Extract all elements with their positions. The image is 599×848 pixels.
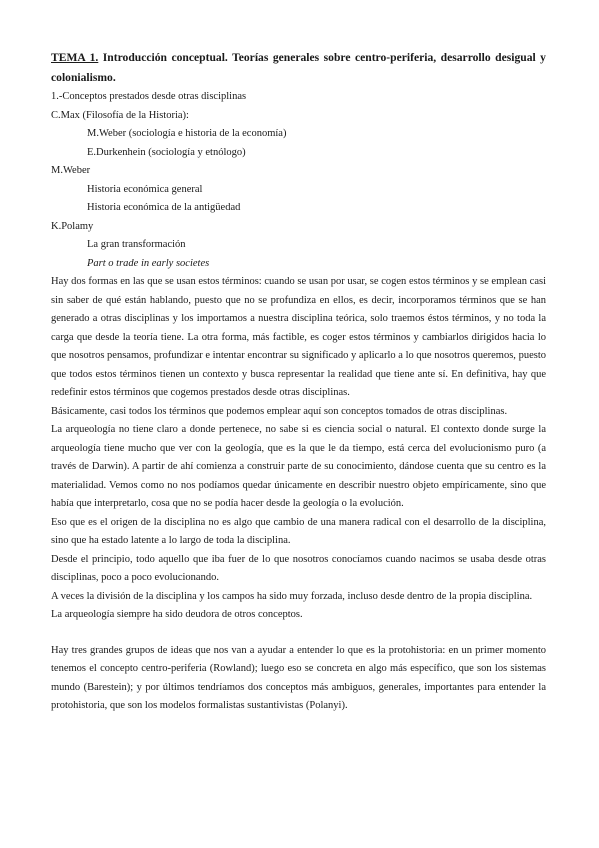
outline-item: Part o trade in early societes <box>87 257 210 269</box>
outline-item: Historia económica general <box>87 183 203 195</box>
title-text: Introducción conceptual. Teorías generales sobre centro-periferia, desarrollo desigual y colonialismo. <box>51 51 546 84</box>
paragraph: Hay dos formas en las que se usan estos términos: cuando se usan por usar, se cogen estos términos y se emplean casi sin saber de qué están hablando, puesto que no se profundiza en ellos, es decir, incorporamos términos que se han generado a otras disciplinas y los importamos a nuestra disciplina teórica, solo traemos éstos términos, y no toda la carga que desde la teoría tiene. La otra forma, más factible, es coger estos términos y cambiarlos dirigidos hacia lo que nosotros pensamos, profundizar e intentar encontrar su significado y aplicarlo a lo que nosotros queremos, puesto que todos estos términos tienen un contexto y busca representar la realidad que tiene ante sí. En definitiva, hay que redefinir estos términos que cogemos prestados desde otras disciplinas. <box>51 276 546 398</box>
body-text <box>51 273 546 625</box>
outline-item: 1.-Conceptos prestados desde otras disciplinas <box>51 91 247 102</box>
paragraph: Desde el principio, todo aquello que iba fuer de lo que nosotros conocíamos cuando nacimos se usaba desde otras disciplinas, poco a poco evolucionando. <box>51 553 546 583</box>
paragraph-gap <box>51 625 546 642</box>
outline-item: Historia económica de la antigüedad <box>87 202 241 213</box>
paragraph: La arqueología no tiene claro a donde pertenece, no sabe si es ciencia social o natural. El contexto donde surge la arqueología tiene mucho que ver con la geología, que es la que le da tiempo, está cerca del evolucionismo puro (a través de Darwin). A partir de ahí comienza a construir parte de su conocimiento, dándose cuenta que su centro es la materialidad. Vemos como no nos podíamos quedar únicamente en describir nuestro objeto empíricamente, sino que había que interpretarlo, cosa que no se podía hacer desde la geología o la evolución. <box>51 424 546 509</box>
document-page <box>51 48 546 716</box>
outline-item: La gran transformación <box>87 239 186 250</box>
document-title <box>51 48 546 88</box>
outline-item: K.Polamy <box>51 220 94 232</box>
paragraph: Eso que es el origen de la disciplina no es algo que cambio de una manera radical con el desarrollo de la disciplina, sino que ha estado latente a lo largo de toda la disciplina. <box>51 516 546 546</box>
outline-item: C.Max (Filosofía de la Historia): <box>51 109 189 121</box>
tema-label: TEMA 1. <box>51 51 99 64</box>
outline-item: M.Weber (sociología e historia de la economía) <box>87 128 287 139</box>
outline-list <box>51 88 546 273</box>
paragraph: La arqueología siempre ha sido deudora de otros conceptos. <box>51 609 303 620</box>
paragraph: A veces la división de la disciplina y los campos ha sido muy forzada, incluso desde dentro de la propia disciplina. <box>51 590 533 602</box>
paragraph: Básicamente, casi todos los términos que podemos emplear aquí son conceptos tomados de otras disciplinas. <box>51 405 508 417</box>
outline-item: E.Durkenhein (sociología y etnólogo) <box>87 146 246 158</box>
closing-paragraph: Hay tres grandes grupos de ideas que nos van a ayudar a entender lo que es la protohistoria: en un primer momento tenemos el concepto centro-periferia (Rowland); luego eso se concreta en algo más específico, que son los sistemas mundo (Barestein); y por últimos tendríamos dos conceptos más ambiguos, generales, importantes para entender la protohistoria, que son los modelos formalistas sustantivistas (Polanyi). <box>51 644 546 711</box>
outline-item: M.Weber <box>51 165 91 176</box>
